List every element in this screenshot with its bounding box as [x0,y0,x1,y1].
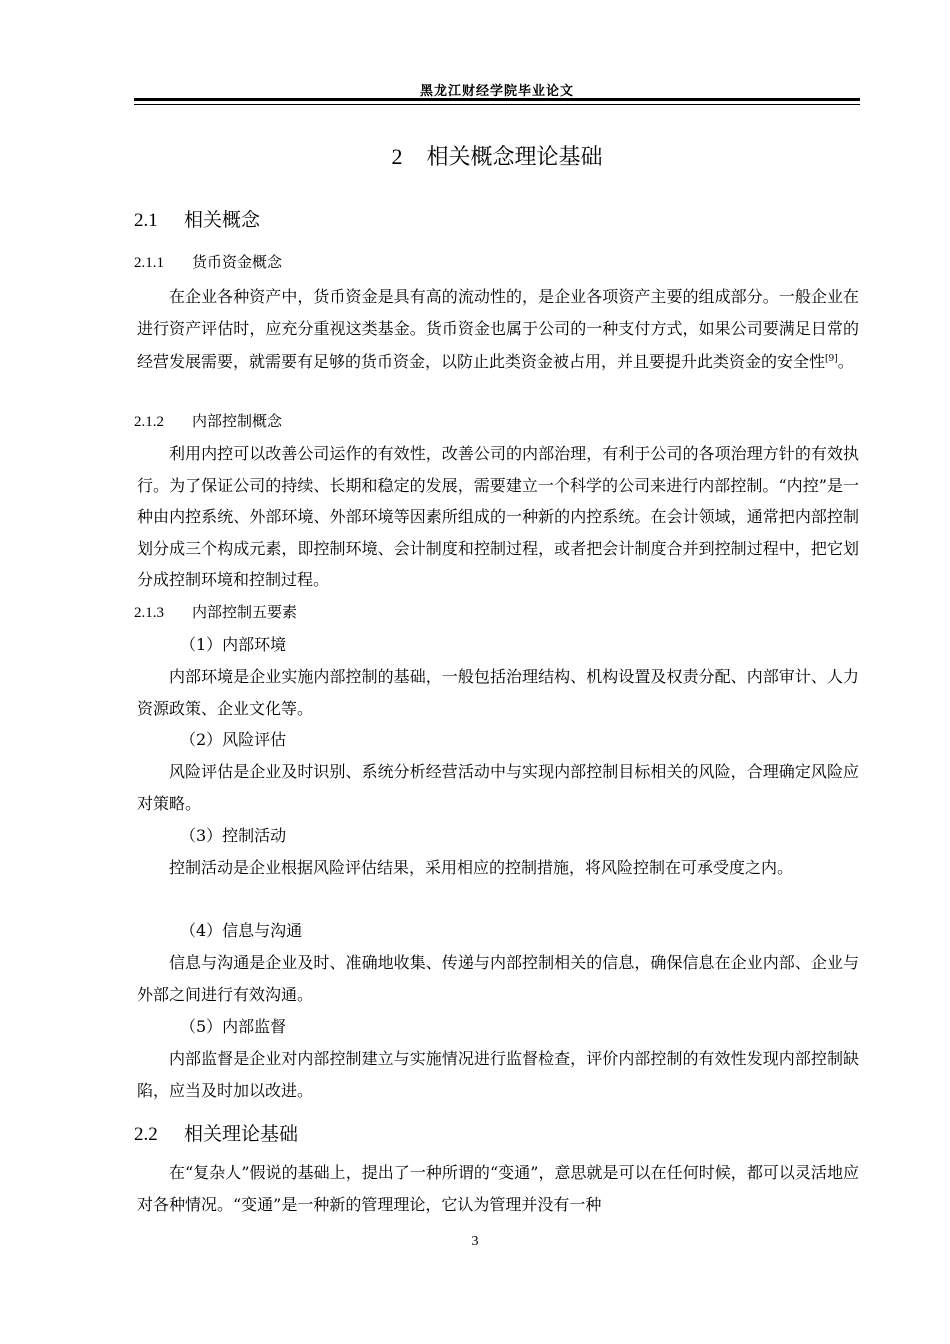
section-title: 相关概念 [184,209,261,231]
header-rule-thick [134,98,860,101]
list-item-text: 风险评估是企业及时识别、系统分析经营活动中与实现内部控制目标相关的风险，合理确定风险应对策略。 [137,762,859,813]
list-item-text: 内部监督是企业对内部控制建立与实施情况进行监督检查，评价内部控制的有效性发现内部控制缺陷，应当及时加以改进。 [137,1049,859,1100]
subsection-number: 2.1.3 [134,605,164,621]
section-number: 2.1 [134,210,158,231]
list-item-label: （3）控制活动 [180,826,287,845]
list-item-label: （1）内部环境 [180,635,287,654]
paragraph-monetary-funds [137,281,859,378]
list-item-label: （2）风险评估 [180,730,287,749]
section-heading-2-1 [134,205,260,232]
subsection-title: 货币资金概念 [192,253,283,271]
paragraph-theory-basis: 在“复杂人”假说的基础上，提出了一种所谓的“变通”，意思就是可以在任何时候，都可以灵活地应对各种情况。“变通”是一种新的管理理论，它认为管理并没有一种 [137,1163,859,1214]
section-title: 相关理论基础 [184,1123,299,1145]
section-number: 2.2 [134,1124,158,1145]
subsection-number: 2.1.2 [134,414,164,430]
subsection-heading-2-1-3 [134,601,297,622]
list-item-text: 控制活动是企业根据风险评估结果，采用相应的控制措施，将风险控制在可承受度之内。 [169,858,794,877]
chapter-title-text: 相关概念理论基础 [426,145,603,170]
running-header: 黑龙江财经学院毕业论文 [419,84,574,99]
paragraph-internal-control: 利用内控可以改善公司运作的有效性，改善公司的内部治理，有利于公司的各项治理方针的有效执行。为了保证公司的持续、长期和稳定的发展，需要建立一个科学的公司来进行内部控制。“内控”是一种由内控系统、外部环境、外部环境等因素所组成的一种新的内控系统。在会计领域，通常把内部控制划分成三个构成元素，即控制环境、会计制度和控制过程，或者把会计制度合并到控制过程中，把它划分成控制环境和控制过程。 [137,444,859,589]
subsection-heading-2-1-1 [134,251,282,272]
subsection-number: 2.1.1 [134,255,164,271]
subsection-title: 内部控制概念 [192,412,283,430]
chapter-title [134,140,860,171]
header-rule-thin [134,104,860,105]
chapter-number: 2 [391,144,403,169]
subsection-heading-2-1-2 [134,410,282,431]
list-item-label: （4）信息与沟通 [180,921,303,940]
subsection-title: 内部控制五要素 [192,603,298,621]
paragraph-end: 。 [837,352,854,371]
list-item-text: 信息与沟通是企业及时、准确地收集、传递与内部控制相关的信息，确保信息在企业内部、企业与外部之间进行有效沟通。 [137,953,859,1004]
page-number: 3 [471,1234,479,1249]
section-heading-2-2 [134,1119,298,1146]
paragraph-text: 在企业各种资产中，货币资金是具有高的流动性的，是企业各项资产主要的组成部分。一般企业在进行资产评估时，应充分重视这类基金。货币资金也属于公司的一种支付方式，如果公司要满足日常的经营发展需要，就需要有足够的货币资金，以防止此类资金被占用，并且要提升此类资金的安全性 [137,287,859,371]
citation-ref: [9] [825,354,838,364]
list-item-text: 内部环境是企业实施内部控制的基础，一般包括治理结构、机构设置及权责分配、内部审计、人力资源政策、企业文化等。 [137,667,859,718]
list-item-label: （5）内部监督 [180,1017,287,1036]
